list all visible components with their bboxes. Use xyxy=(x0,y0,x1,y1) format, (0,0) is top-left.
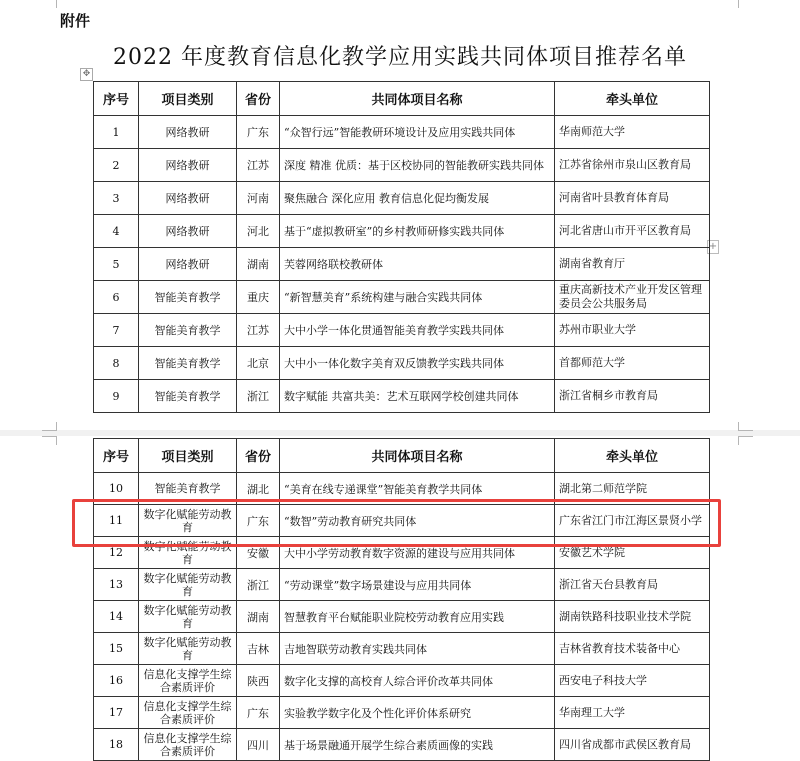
cell-province: 重庆 xyxy=(237,281,280,314)
cell-name: “劳动课堂”数字场景建设与应用共同体 xyxy=(280,569,555,601)
cell-lead: 华南理工大学 xyxy=(555,697,710,729)
cell-province: 浙江 xyxy=(237,569,280,601)
cell-lead: 河南省叶县教育体育局 xyxy=(555,182,710,215)
cell-province: 广东 xyxy=(237,505,280,537)
table-row xyxy=(94,314,710,347)
cell-province: 湖南 xyxy=(237,601,280,633)
table-row xyxy=(94,697,710,729)
cell-name: 基于“虚拟教研室”的乡村教师研修实践共同体 xyxy=(280,215,555,248)
cell-province: 河北 xyxy=(237,215,280,248)
add-column-icon[interactable]: + xyxy=(708,241,718,252)
cell-name: “美育在线专递课堂”智能美育教学共同体 xyxy=(280,473,555,505)
cell-province: 安徽 xyxy=(237,537,280,569)
cell-lead: 湖南铁路科技职业技术学院 xyxy=(555,601,710,633)
cell-name: 智慧教育平台赋能职业院校劳动教育应用实践 xyxy=(280,601,555,633)
table-row xyxy=(94,149,710,182)
header-type: 项目类别 xyxy=(139,82,237,116)
cell-type: 智能美育教学 xyxy=(139,347,237,380)
cell-name: 数字赋能 共富共美：艺术互联网学校创建共同体 xyxy=(280,380,555,413)
cell-type: 信息化支撑学生综合素质评价 xyxy=(139,665,237,697)
cell-name: 基于场景融通开展学生综合素质画像的实践 xyxy=(280,729,555,761)
cell-no: 4 xyxy=(94,215,139,248)
header-type: 项目类别 xyxy=(139,439,237,473)
highlight-box-row-11 xyxy=(72,499,721,547)
cell-province: 河南 xyxy=(237,182,280,215)
cell-no: 16 xyxy=(94,665,139,697)
cell-lead: 重庆高新技术产业开发区管理委员会公共服务局 xyxy=(555,281,710,314)
cell-lead: 苏州市职业大学 xyxy=(555,314,710,347)
cell-no: 1 xyxy=(94,116,139,149)
cell-name: 大中小学一体化贯通智能美育教学实践共同体 xyxy=(280,314,555,347)
cell-lead: 西安电子科技大学 xyxy=(555,665,710,697)
cell-type: 信息化支撑学生综合素质评价 xyxy=(139,729,237,761)
crop-mark xyxy=(738,436,753,445)
table-header-row xyxy=(94,82,710,116)
cell-type: 数字化赋能劳动教育 xyxy=(139,537,237,569)
recommendation-table-page-2 xyxy=(93,438,710,761)
cell-no: 8 xyxy=(94,347,139,380)
table-body xyxy=(94,116,710,413)
table-header-row xyxy=(94,439,710,473)
cell-type: 网络教研 xyxy=(139,248,237,281)
cell-no: 10 xyxy=(94,473,139,505)
table-row xyxy=(94,729,710,761)
table-row xyxy=(94,380,710,413)
cell-type: 数字化赋能劳动教育 xyxy=(139,505,237,537)
cell-type: 数字化赋能劳动教育 xyxy=(139,633,237,665)
crop-mark xyxy=(738,0,753,8)
cell-type: 智能美育教学 xyxy=(139,281,237,314)
header-province: 省份 xyxy=(237,82,280,116)
cell-name: “众智行远”智能教研环境设计及应用实践共同体 xyxy=(280,116,555,149)
cell-no: 12 xyxy=(94,537,139,569)
cell-name: 深度 精准 优质：基于区校协同的智能教研实践共同体 xyxy=(280,149,555,182)
cell-province: 浙江 xyxy=(237,380,280,413)
cell-no: 11 xyxy=(94,505,139,537)
table-row xyxy=(94,116,710,149)
table-row xyxy=(94,633,710,665)
header-no: 序号 xyxy=(94,82,139,116)
table-row xyxy=(94,248,710,281)
header-lead: 牵头单位 xyxy=(555,439,710,473)
cell-lead: 浙江省桐乡市教育局 xyxy=(555,380,710,413)
cell-province: 江苏 xyxy=(237,314,280,347)
cell-type: 网络教研 xyxy=(139,149,237,182)
crop-mark xyxy=(42,436,57,445)
cell-no: 18 xyxy=(94,729,139,761)
header-lead: 牵头单位 xyxy=(555,82,710,116)
cell-type: 智能美育教学 xyxy=(139,473,237,505)
cell-type: 网络教研 xyxy=(139,215,237,248)
cell-lead: 江苏省徐州市泉山区教育局 xyxy=(555,149,710,182)
cell-lead: 安徽艺术学院 xyxy=(555,537,710,569)
cell-province: 陕西 xyxy=(237,665,280,697)
table-row xyxy=(94,569,710,601)
header-no: 序号 xyxy=(94,439,139,473)
cell-type: 网络教研 xyxy=(139,182,237,215)
table-move-handle-icon[interactable]: ✥ xyxy=(80,68,93,81)
cell-province: 四川 xyxy=(237,729,280,761)
cell-type: 网络教研 xyxy=(139,116,237,149)
table-row xyxy=(94,182,710,215)
cell-type: 智能美育教学 xyxy=(139,314,237,347)
recommendation-table-page-1 xyxy=(93,81,710,413)
cell-no: 13 xyxy=(94,569,139,601)
cell-lead: 华南师范大学 xyxy=(555,116,710,149)
cell-province: 江苏 xyxy=(237,149,280,182)
cell-no: 14 xyxy=(94,601,139,633)
cell-no: 17 xyxy=(94,697,139,729)
cell-lead: 浙江省天台县教育局 xyxy=(555,569,710,601)
cell-lead: 湖南省教育厅 xyxy=(555,248,710,281)
cell-province: 湖南 xyxy=(237,248,280,281)
header-name: 共同体项目名称 xyxy=(280,439,555,473)
cell-type: 数字化赋能劳动教育 xyxy=(139,601,237,633)
cell-province: 广东 xyxy=(237,697,280,729)
cell-province: 北京 xyxy=(237,347,280,380)
cell-name: 吉地智联劳动教育实践共同体 xyxy=(280,633,555,665)
header-name: 共同体项目名称 xyxy=(280,82,555,116)
cell-name: “新智慧美育”系统构建与融合实践共同体 xyxy=(280,281,555,314)
cell-name: 大中小学劳动教育数字资源的建设与应用共同体 xyxy=(280,537,555,569)
cell-name: 数字化支撑的高校育人综合评价改革共同体 xyxy=(280,665,555,697)
crop-mark xyxy=(42,0,57,8)
cell-name: “数智”劳动教育研究共同体 xyxy=(280,505,555,537)
cell-type: 智能美育教学 xyxy=(139,380,237,413)
cell-province: 吉林 xyxy=(237,633,280,665)
cell-no: 3 xyxy=(94,182,139,215)
cell-lead: 四川省成都市武侯区教育局 xyxy=(555,729,710,761)
cell-name: 芙蓉网络联校教研体 xyxy=(280,248,555,281)
cell-no: 5 xyxy=(94,248,139,281)
header-province: 省份 xyxy=(237,439,280,473)
cell-province: 湖北 xyxy=(237,473,280,505)
crop-mark xyxy=(42,422,57,431)
table-row xyxy=(94,601,710,633)
cell-lead: 首都师范大学 xyxy=(555,347,710,380)
cell-no: 6 xyxy=(94,281,139,314)
cell-no: 2 xyxy=(94,149,139,182)
cell-type: 信息化支撑学生综合素质评价 xyxy=(139,697,237,729)
document-title: 2022 年度教育信息化教学应用实践共同体项目推荐名单 xyxy=(113,45,687,70)
cell-type: 数字化赋能劳动教育 xyxy=(139,569,237,601)
cell-province: 广东 xyxy=(237,116,280,149)
cell-no: 9 xyxy=(94,380,139,413)
cell-name: 实验教学数字化及个性化评价体系研究 xyxy=(280,697,555,729)
table-row xyxy=(94,215,710,248)
cell-name: 大中小一体化数字美育双反馈教学实践共同体 xyxy=(280,347,555,380)
cell-no: 7 xyxy=(94,314,139,347)
table-row xyxy=(94,665,710,697)
cell-lead: 广东省江门市江海区景贤小学 xyxy=(555,505,710,537)
cell-no: 15 xyxy=(94,633,139,665)
cell-lead: 吉林省教育技术装备中心 xyxy=(555,633,710,665)
cell-name: 聚焦融合 深化应用 教育信息化促均衡发展 xyxy=(280,182,555,215)
cell-lead: 湖北第二师范学院 xyxy=(555,473,710,505)
crop-mark xyxy=(738,422,753,431)
table-row xyxy=(94,347,710,380)
cell-lead: 河北省唐山市开平区教育局 xyxy=(555,215,710,248)
attachment-label: 附件 xyxy=(60,12,91,30)
table-row xyxy=(94,281,710,314)
